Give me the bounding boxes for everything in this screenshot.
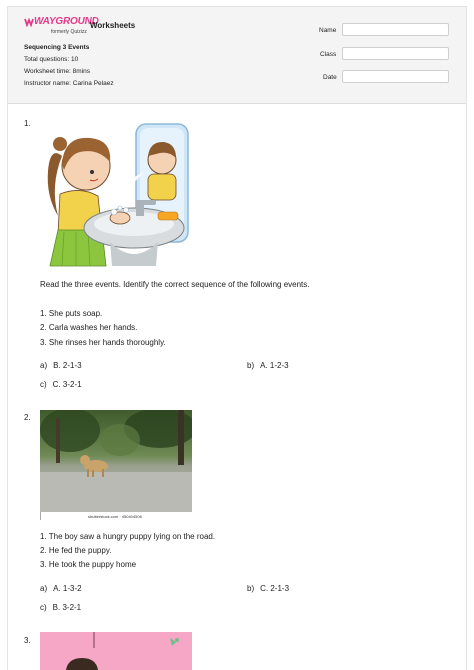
question-1-number: 1. xyxy=(24,119,31,128)
option-letter: a) xyxy=(40,361,48,370)
image-credit: shutterstock.com · 450404506 xyxy=(88,514,142,519)
option-text: A. 1-2-3 xyxy=(260,361,289,370)
app-title: Worksheets xyxy=(90,21,136,30)
option-text: C. 2-1-3 xyxy=(260,584,290,593)
worksheet-time: Worksheet time: 8mins xyxy=(24,68,90,75)
question-2-option-a[interactable] xyxy=(40,584,82,593)
worksheet-name: Sequencing 3 Events xyxy=(24,44,90,51)
question-2-number: 2. xyxy=(24,413,31,422)
option-letter: c) xyxy=(40,380,47,389)
option-letter: b) xyxy=(247,584,255,593)
question-1-option-a[interactable] xyxy=(40,361,82,370)
question-1-event-3: 3. She rinses her hands thoroughly. xyxy=(40,338,166,347)
handwashing-illustration xyxy=(40,116,192,269)
question-2-option-c[interactable] xyxy=(40,603,81,612)
option-letter: b) xyxy=(247,361,255,370)
logo-subtext: formerly Quizizz xyxy=(51,29,87,35)
date-label: Date xyxy=(323,74,337,81)
option-text: B. 2-1-3 xyxy=(53,361,82,370)
question-2-event-2: 2. He fed the puppy. xyxy=(40,546,112,555)
logo-text: WAYGROUND xyxy=(34,16,99,27)
question-3-illustration xyxy=(40,632,192,670)
question-1-event-2: 2. Carla washes her hands. xyxy=(40,323,138,332)
total-questions: Total questions: 10 xyxy=(24,56,79,63)
instructor-name: Instructor name: Carina Pelaez xyxy=(24,80,114,87)
question-2-event-1: 1. The boy saw a hungry puppy lying on the road. xyxy=(40,532,216,541)
question-1-option-b[interactable] xyxy=(247,361,289,370)
puppy-photo xyxy=(40,410,192,520)
logo-mark-icon xyxy=(24,17,34,27)
option-letter: c) xyxy=(40,603,47,612)
question-2-option-b[interactable] xyxy=(247,584,289,593)
question-3-number: 3. xyxy=(24,636,31,645)
option-text: B. 3-2-1 xyxy=(52,603,82,612)
option-text: C. 3-2-1 xyxy=(52,380,82,389)
option-text: A. 1-3-2 xyxy=(53,584,82,593)
question-1-prompt: Read the three events. Identify the correct sequence of the following events. xyxy=(40,280,310,289)
worksheet-header xyxy=(8,7,466,104)
wayground-logo xyxy=(24,16,99,41)
date-field[interactable] xyxy=(342,70,449,83)
name-label: Name xyxy=(319,27,337,34)
question-1-option-c[interactable] xyxy=(40,380,82,389)
name-field[interactable] xyxy=(342,23,449,36)
question-1-event-1: 1. She puts soap. xyxy=(40,309,103,318)
class-label: Class xyxy=(320,51,337,58)
class-field[interactable] xyxy=(342,47,449,60)
option-letter: a) xyxy=(40,584,48,593)
question-2-event-3: 3. He took the puppy home xyxy=(40,560,137,569)
